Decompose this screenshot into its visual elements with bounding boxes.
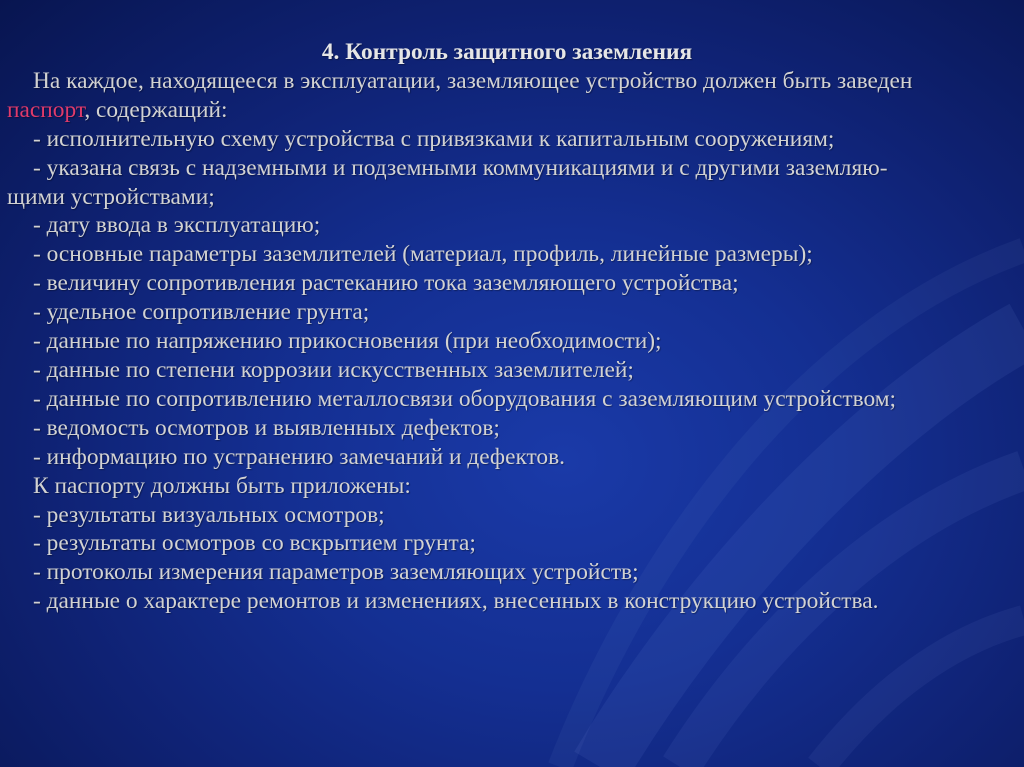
list-item-continuation: щими устройствами;: [7, 183, 215, 210]
list-item: - данные по степени коррозии искусственных заземлителей;: [33, 356, 634, 383]
list-item: - ведомость осмотров и выявленных дефектов;: [33, 414, 500, 441]
slide-content: [7, 38, 1007, 616]
intro-text: На каждое, находящееся в эксплуатации, заземляющее устройство должен быть заведен: [33, 67, 913, 94]
list-item: - указана связь с надземными и подземными коммуникациями и с другими заземляю-: [33, 154, 888, 181]
passport-highlight: паспорт: [7, 96, 85, 123]
list-item: - результаты осмотров со вскрытием грунта;: [33, 530, 476, 557]
list-item: - величину сопротивления растеканию тока заземляющего устройства;: [33, 270, 739, 297]
list-item: - данные о характере ремонтов и изменениях, внесенных в конструкцию устройства.: [33, 588, 879, 615]
list-item: - протоколы измерения параметров заземляющих устройств;: [33, 559, 639, 586]
intro-end-text: , содержащий:: [84, 96, 228, 123]
attachments-heading: К паспорту должны быть приложены:: [33, 472, 411, 499]
list-item: - удельное сопротивление грунта;: [33, 299, 370, 326]
list-item: - результаты визуальных осмотров;: [33, 501, 385, 528]
list-item: - данные по напряжению прикосновения (при необходимости);: [33, 328, 662, 355]
list-item: - основные параметры заземлителей (материал, профиль, линейные размеры);: [33, 241, 813, 268]
slide-title: 4. Контроль защитного заземления: [321, 39, 693, 65]
list-item: - информацию по устранению замечаний и дефектов.: [33, 443, 566, 470]
intro-paragraph-continuation: [7, 96, 1007, 125]
intro-paragraph: [7, 67, 1007, 96]
list-item: - дату ввода в эксплуатацию;: [33, 212, 321, 239]
list-item: - исполнительную схему устройства с привязками к капитальным сооружениям;: [33, 125, 835, 152]
list-item: - данные по сопротивлению металлосвязи оборудования с заземляющим устройством;: [33, 385, 897, 412]
